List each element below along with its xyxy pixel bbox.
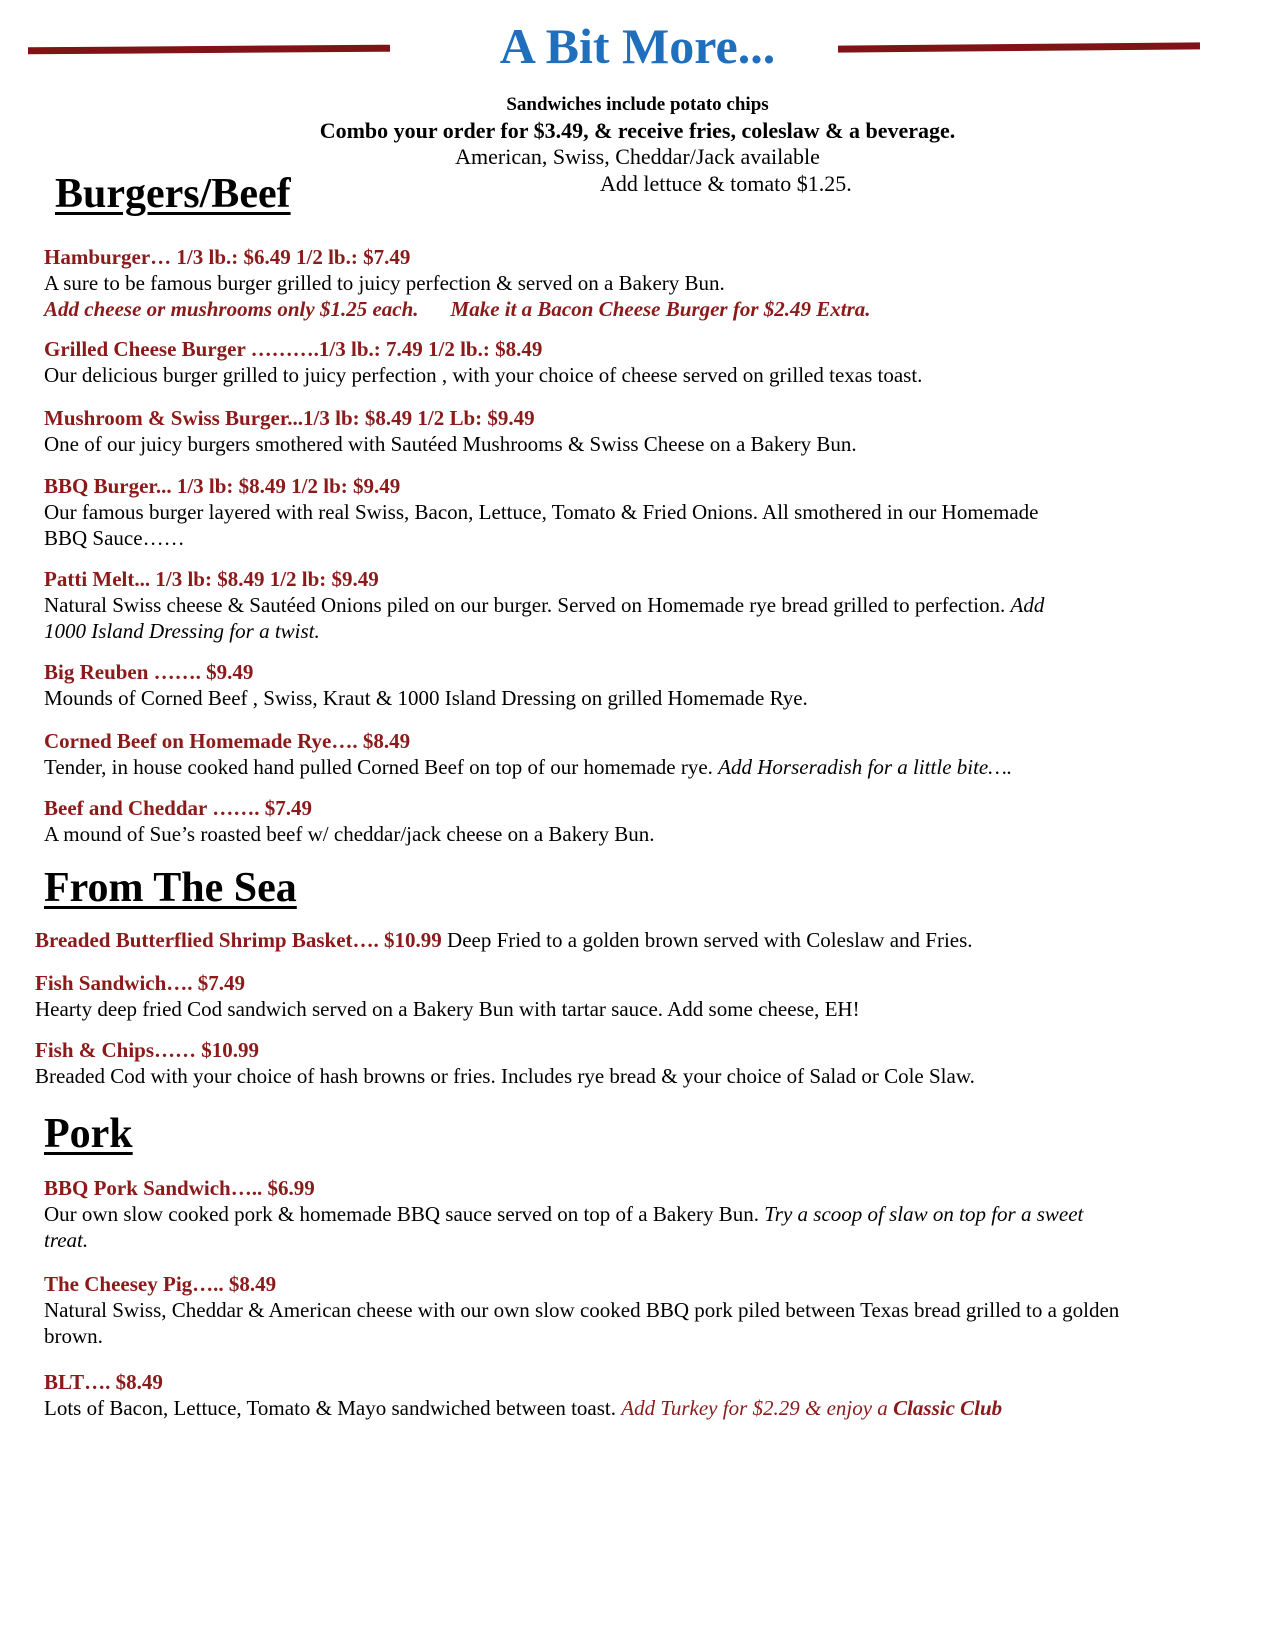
item-description: Tender, in house cooked hand pulled Corned Beef on top of our homemade rye. (44, 755, 713, 779)
item-description: Natural Swiss, Cheddar & American cheese with our own slow cooked BBQ pork piled between Texas bread grilled to a golden brown. (44, 1298, 1120, 1348)
item-name: Mushroom & Swiss Burger...1/3 lb: $8.49 1/2 Lb: $9.49 (44, 406, 535, 430)
item-description: Our famous burger layered with real Swiss, Bacon, Lettuce, Tomato & Fried Onions. All smothered in our Homemade BBQ Sauce…… (44, 500, 1039, 550)
menu-item (35, 1037, 1215, 1089)
item-note: Try a scoop of slaw on top for a sweet treat. (44, 1202, 1084, 1252)
item-description: Lots of Bacon, Lettuce, Tomato & Mayo sandwiched between toast. (44, 1396, 616, 1420)
item-note-highlight: Classic Club (893, 1396, 1003, 1420)
item-note: Add 1000 Island Dressing for a twist. (44, 593, 1045, 643)
intro-cheese: American, Swiss, Cheddar/Jack available (455, 144, 820, 169)
item-name: Corned Beef on Homemade Rye…. $8.49 (44, 729, 411, 753)
item-description: A mound of Sue’s roasted beef w/ cheddar/jack cheese on a Bakery Bun. (44, 822, 655, 846)
menu-item (44, 566, 1054, 644)
section-title-pork: Pork (44, 1111, 133, 1157)
menu-item (44, 659, 1224, 711)
item-description: Our own slow cooked pork & homemade BBQ sauce served on top of a Bakery Bun. (44, 1202, 760, 1226)
item-description: Mounds of Corned Beef , Swiss, Kraut & 1000 Island Dressing on grilled Homemade Rye. (44, 686, 808, 710)
item-name: BBQ Pork Sandwich….. $6.99 (44, 1176, 315, 1200)
menu-item (44, 1175, 1124, 1253)
menu-item (35, 970, 1215, 1022)
menu-item (44, 795, 1224, 847)
item-name: Patti Melt... 1/3 lb: $8.49 1/2 lb: $9.49 (44, 567, 379, 591)
item-name: Grilled Cheese Burger ……….1/3 lb.: 7.49 1/2 lb.: $8.49 (44, 337, 543, 361)
page-title: A Bit More... (499, 18, 776, 74)
intro-combo: Combo your order for $3.49, & receive fries, coleslaw & a beverage. (319, 118, 956, 143)
item-name: Hamburger… 1/3 lb.: $6.49 1/2 lb.: $7.49 (44, 245, 411, 269)
item-description: One of our juicy burgers smothered with Sautéed Mushrooms & Swiss Cheese on a Bakery Bun. (44, 432, 857, 456)
item-name: The Cheesey Pig….. $8.49 (44, 1272, 277, 1296)
menu-item (44, 473, 1084, 551)
item-name: Breaded Butterflied Shrimp Basket…. $10.99 (35, 928, 442, 952)
item-note: Add cheese or mushrooms only $1.25 each. (44, 297, 419, 321)
menu-item (35, 927, 1215, 953)
menu-item (44, 405, 1224, 457)
item-note: Add Horseradish for a little bite…. (718, 755, 1013, 779)
item-name: Beef and Cheddar ……. $7.49 (44, 796, 312, 820)
item-name: BBQ Burger... 1/3 lb: $8.49 1/2 lb: $9.49 (44, 474, 401, 498)
menu-item (44, 1369, 1204, 1421)
item-name: Big Reuben ……. $9.49 (44, 660, 254, 684)
item-name: Fish Sandwich…. $7.49 (35, 971, 246, 995)
intro-lettuce: Add lettuce & tomato $1.25. (600, 171, 852, 196)
item-name: BLT…. $8.49 (44, 1370, 163, 1394)
menu-item (44, 244, 1224, 322)
section-title-burgers: Burgers/Beef (55, 171, 291, 217)
menu-item (44, 1271, 1124, 1349)
item-description: Hearty deep fried Cod sandwich served on a Bakery Bun with tartar sauce. Add some cheese, EH! (35, 997, 860, 1021)
item-description: Breaded Cod with your choice of hash browns or fries. Includes rye bread & your choice of Salad or Cole Slaw. (35, 1064, 975, 1088)
section-title-sea: From The Sea (44, 865, 297, 911)
item-description: A sure to be famous burger grilled to juicy perfection & served on a Bakery Bun. (44, 271, 725, 295)
item-note: Make it a Bacon Cheese Burger for $2.49 Extra. (450, 297, 871, 321)
item-description: Natural Swiss cheese & Sautéed Onions piled on our burger. Served on Homemade rye bread grilled to perfection. (44, 593, 1006, 617)
item-description: Our delicious burger grilled to juicy perfection , with your choice of cheese served on grilled texas toast. (44, 363, 923, 387)
menu-item (44, 336, 1224, 388)
item-name: Fish & Chips…… $10.99 (35, 1038, 260, 1062)
item-description: Deep Fried to a golden brown served with Coleslaw and Fries. (447, 928, 973, 952)
intro-chips: Sandwiches include potato chips (506, 94, 769, 115)
item-note: Add Turkey for $2.29 & enjoy a (621, 1396, 888, 1420)
menu-item (44, 728, 1224, 780)
